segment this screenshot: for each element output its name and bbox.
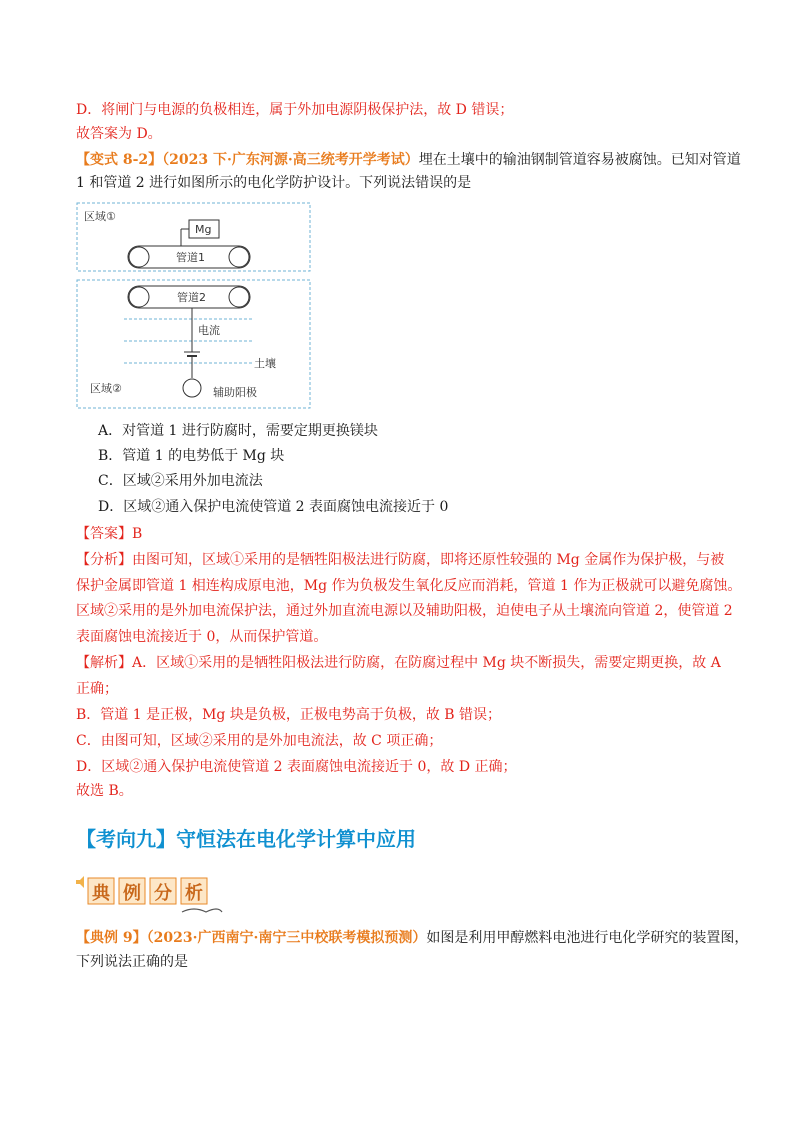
analysis-line4: 表面腐蚀电流接近于 0，从而保护管道。 (76, 629, 328, 645)
badge-char-4: 析 (185, 883, 203, 904)
explanation-line2: 正确； (76, 681, 118, 697)
variant-tag: 【变式 8-2】（2023 下·广东河源·高三统考开学考试） (76, 152, 419, 168)
analysis-line3: 区域②采用的是外加电流保护法，通过外加直流电源以及辅助阳极，迫使电子从土壤流向管道 2，使管道 2 (76, 603, 733, 619)
badge-char-3: 分 (154, 883, 172, 904)
option-d: D．区域②通入保护电流使管道 2 表面腐蚀电流接近于 0 (98, 499, 449, 515)
typical-example-badge (74, 872, 224, 916)
option-c: C．区域②采用外加电流法 (98, 473, 263, 489)
analysis-line2: 保护金属即管道 1 相连构成原电池，Mg 作为负极发生氧化反应而消耗，管道 1 作为正极就可以避免腐蚀。 (76, 578, 742, 594)
soil-label: 土壤 (254, 357, 276, 370)
explanation-line3: B．管道 1 是正极，Mg 块是负极，正极电势高于负极，故 B 错误； (76, 707, 502, 723)
speaker-icon (76, 876, 84, 888)
variant-question-line2: 1 和管道 2 进行如图所示的电化学防护设计。下列说法错误的是 (76, 175, 472, 191)
explanation-line6: 故选 B。 (76, 783, 133, 799)
current-label: 电流 (198, 324, 220, 337)
badge-char-2: 例 (123, 883, 141, 904)
example-question-line2: 下列说法正确的是 (76, 954, 188, 970)
explanation-line4: C．由图可知，区域②采用的是外加电流法，故 C 项正确； (76, 733, 443, 749)
answer-line: 【答案】B (76, 526, 143, 542)
region2-label: 区域② (90, 382, 122, 395)
explanation-line1: 【解析】A．区域①采用的是牺牲阳极法进行防腐，在防腐过程中 Mg 块不断损失，需要定期更换，故 A (76, 655, 721, 671)
pipe2-label: 管道2 (177, 291, 206, 304)
example-question-line1 (76, 928, 748, 948)
analysis-line1: 【分析】由图可知，区域①采用的是牺牲阳极法进行防腐，即将还原性较强的 Mg 金属作为保护极，与被 (76, 552, 725, 568)
prev-answer-line: D．将闸门与电源的负极相连，属于外加电源阴极保护法，故 D 错误； (76, 102, 514, 118)
badge-char-1: 典 (92, 883, 110, 904)
corrosion-protection-diagram (76, 200, 312, 410)
example-tag: 【典例 9】（2023·广西南宁·南宁三中校联考模拟预测） (76, 930, 427, 946)
variant-stem: 埋在土壤中的输油钢制管道容易被腐蚀。已知对管道 (418, 152, 741, 168)
pipe1-label: 管道1 (176, 251, 205, 264)
option-a: A．对管道 1 进行防腐时，需要定期更换镁块 (98, 423, 378, 439)
prev-conclusion-line: 故答案为 D。 (76, 126, 162, 142)
example-stem: 如图是利用甲醇燃料电池进行电化学研究的装置图， (426, 930, 749, 946)
section-heading: 【考向九】守恒法在电化学计算中应用 (76, 827, 416, 851)
explanation-line5: D．区域②通入保护电流使管道 2 表面腐蚀电流接近于 0，故 D 正确； (76, 759, 517, 775)
region1-label: 区域① (84, 210, 116, 223)
option-b: B．管道 1 的电势低于 Mg 块 (98, 448, 285, 464)
book-icon (182, 909, 222, 912)
variant-question-line1 (76, 150, 741, 170)
mg-label: Mg (195, 223, 212, 236)
anode-label: 辅助阳极 (213, 386, 257, 399)
auxiliary-anode (183, 379, 201, 397)
